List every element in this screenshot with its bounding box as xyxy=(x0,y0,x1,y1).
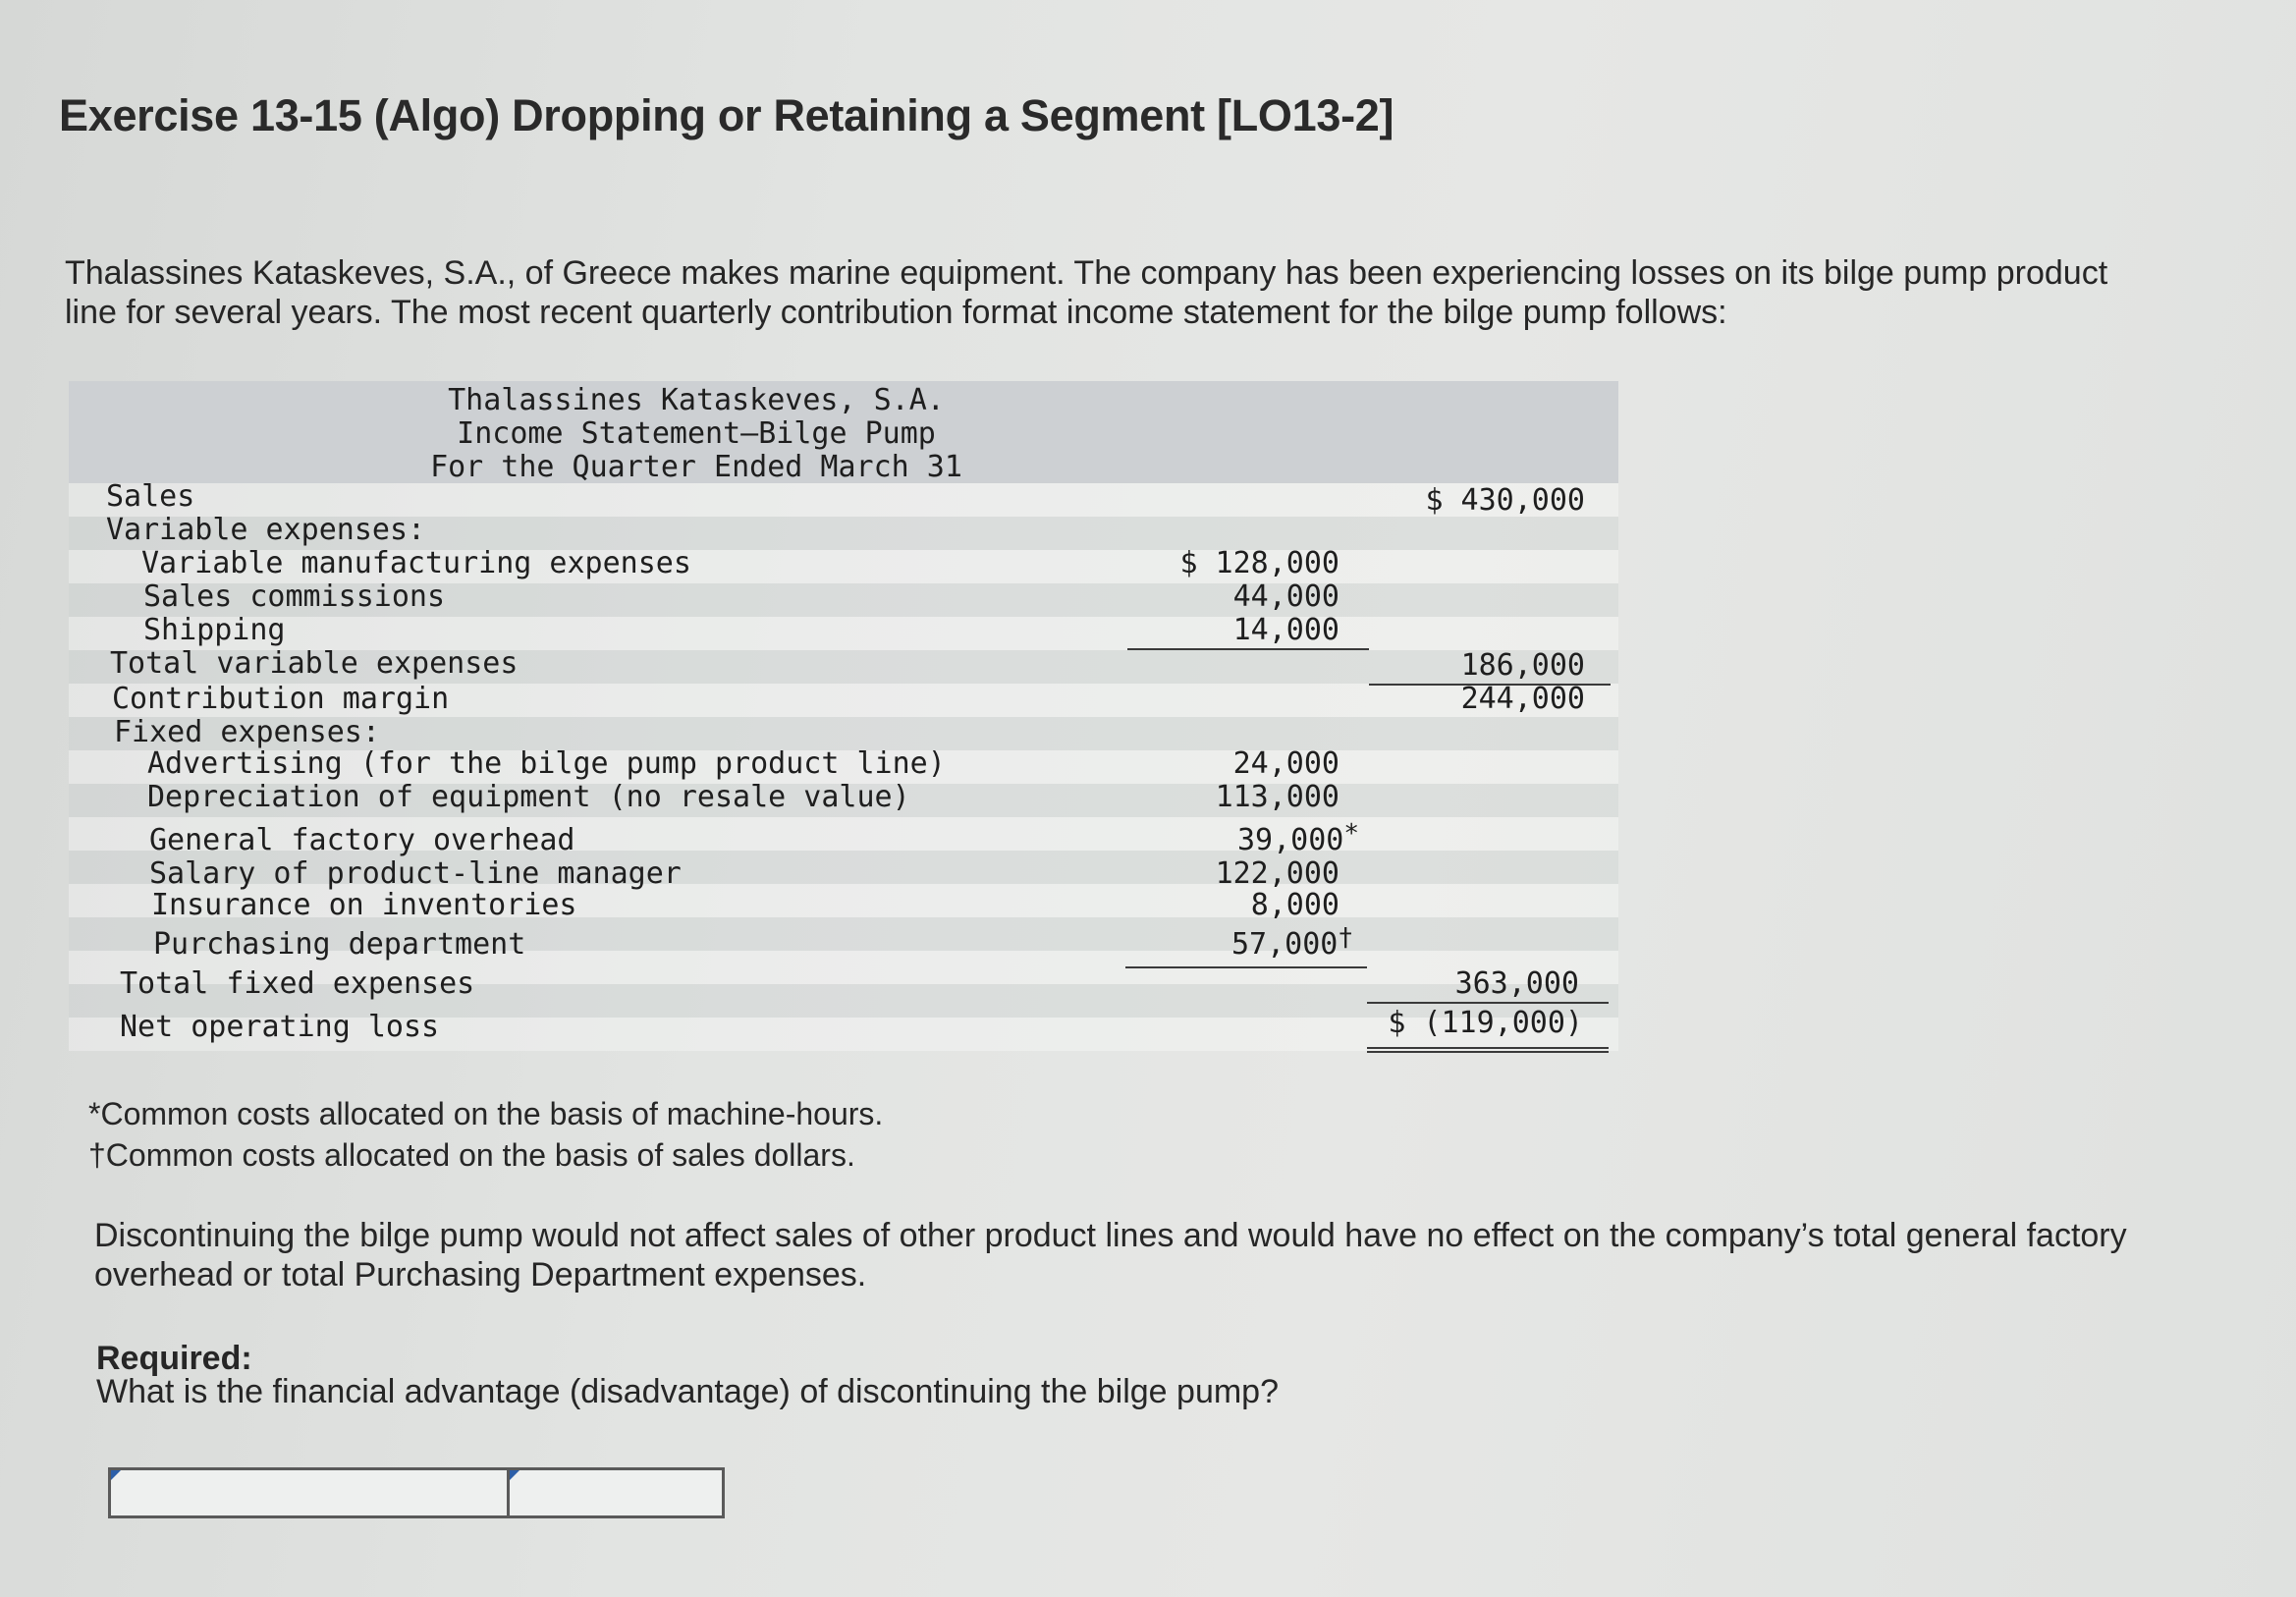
subtotal-rule xyxy=(1125,966,1367,968)
depreciation-amount: 113,000 xyxy=(1215,780,1339,814)
required-label: Required: xyxy=(96,1340,252,1377)
purchasing-amount: 57,000† xyxy=(1230,923,1353,962)
insurance-amount: 8,000 xyxy=(1250,888,1339,922)
row-band xyxy=(69,483,1618,517)
row-label-general-factory-overhead: General factory overhead xyxy=(149,823,575,857)
discontinuing-paragraph: Discontinuing the bilge pump would not affect sales of other product lines and would have no effect on the company’s total general factory overhead or total Purchasing Department expenses. xyxy=(94,1217,2127,1294)
row-label-purchasing: Purchasing department xyxy=(153,927,526,962)
row-label-product-line-manager: Salary of product-line manager xyxy=(149,856,682,891)
row-label-contribution-margin: Contribution margin xyxy=(112,682,450,716)
row-label-total-fixed: Total fixed expenses xyxy=(120,966,475,1001)
company-name: Thalassines Kataskeves, S.A. xyxy=(448,383,945,417)
sales-commissions-amount: 44,000 xyxy=(1232,579,1339,614)
row-label-net-operating-loss: Net operating loss xyxy=(120,1010,440,1044)
asterisk-mark: * xyxy=(1343,819,1359,849)
row-label-variable-expenses: Variable expenses: xyxy=(106,513,426,547)
subtotal-rule xyxy=(1367,1002,1609,1004)
advertising-amount: 24,000 xyxy=(1232,746,1339,781)
row-band xyxy=(69,617,1618,650)
cell-marker-icon xyxy=(111,1470,121,1480)
row-label-insurance: Insurance on inventories xyxy=(151,888,577,922)
shipping-amount: 14,000 xyxy=(1232,613,1339,647)
row-label-sales-commissions: Sales commissions xyxy=(143,579,446,614)
variable-manufacturing-amount: $ 128,000 xyxy=(1179,546,1339,580)
required-question: What is the financial advantage (disadvantage) of discontinuing the bilge pump? xyxy=(96,1373,1279,1410)
row-label-fixed-expenses: Fixed expenses: xyxy=(114,715,380,749)
row-label-variable-manufacturing: Variable manufacturing expenses xyxy=(141,546,691,580)
statement-header xyxy=(69,381,1618,483)
net-operating-loss-amount: $ (119,000) xyxy=(1388,1006,1583,1040)
row-label-shipping: Shipping xyxy=(143,613,286,647)
footnote-asterisk: *Common costs allocated on the basis of machine-hours. xyxy=(88,1096,884,1131)
row-label-advertising: Advertising (for the bilge pump product line) xyxy=(147,746,946,781)
answer-label-select[interactable] xyxy=(111,1470,510,1515)
sales-total: $ 430,000 xyxy=(1425,483,1585,518)
total-variable-amount: 186,000 xyxy=(1460,648,1585,683)
dagger-mark: † xyxy=(1338,923,1353,953)
footnote-dagger: †Common costs allocated on the basis of sales dollars. xyxy=(88,1137,855,1173)
general-factory-overhead-amount: 39,000* xyxy=(1236,819,1359,857)
statement-period: For the Quarter Ended March 31 xyxy=(430,450,962,484)
double-rule-bottom xyxy=(1367,1051,1609,1053)
answer-row xyxy=(108,1467,725,1518)
answer-amount-input[interactable] xyxy=(510,1470,722,1515)
total-fixed-amount: 363,000 xyxy=(1454,966,1579,1001)
row-label-sales: Sales xyxy=(106,479,195,514)
row-label-depreciation: Depreciation of equipment (no resale value) xyxy=(147,780,910,814)
row-label-total-variable: Total variable expenses xyxy=(110,646,519,681)
statement-title: Income Statement—Bilge Pump xyxy=(457,416,936,451)
subtotal-rule xyxy=(1127,648,1369,650)
double-rule-top xyxy=(1367,1047,1609,1049)
exercise-title: Exercise 13-15 (Algo) Dropping or Retaining a Segment [LO13-2] xyxy=(59,90,1394,140)
income-statement xyxy=(69,381,1618,1053)
cell-marker-icon xyxy=(510,1470,519,1480)
intro-paragraph: Thalassines Kataskeves, S.A., of Greece makes marine equipment. The company has been experiencing losses on its bilge pump product line for several years. The most recent quarterly contribution format income statement for the bilge pump follows: xyxy=(65,254,2108,331)
product-line-manager-amount: 122,000 xyxy=(1215,856,1339,891)
contribution-margin-amount: 244,000 xyxy=(1460,682,1585,716)
